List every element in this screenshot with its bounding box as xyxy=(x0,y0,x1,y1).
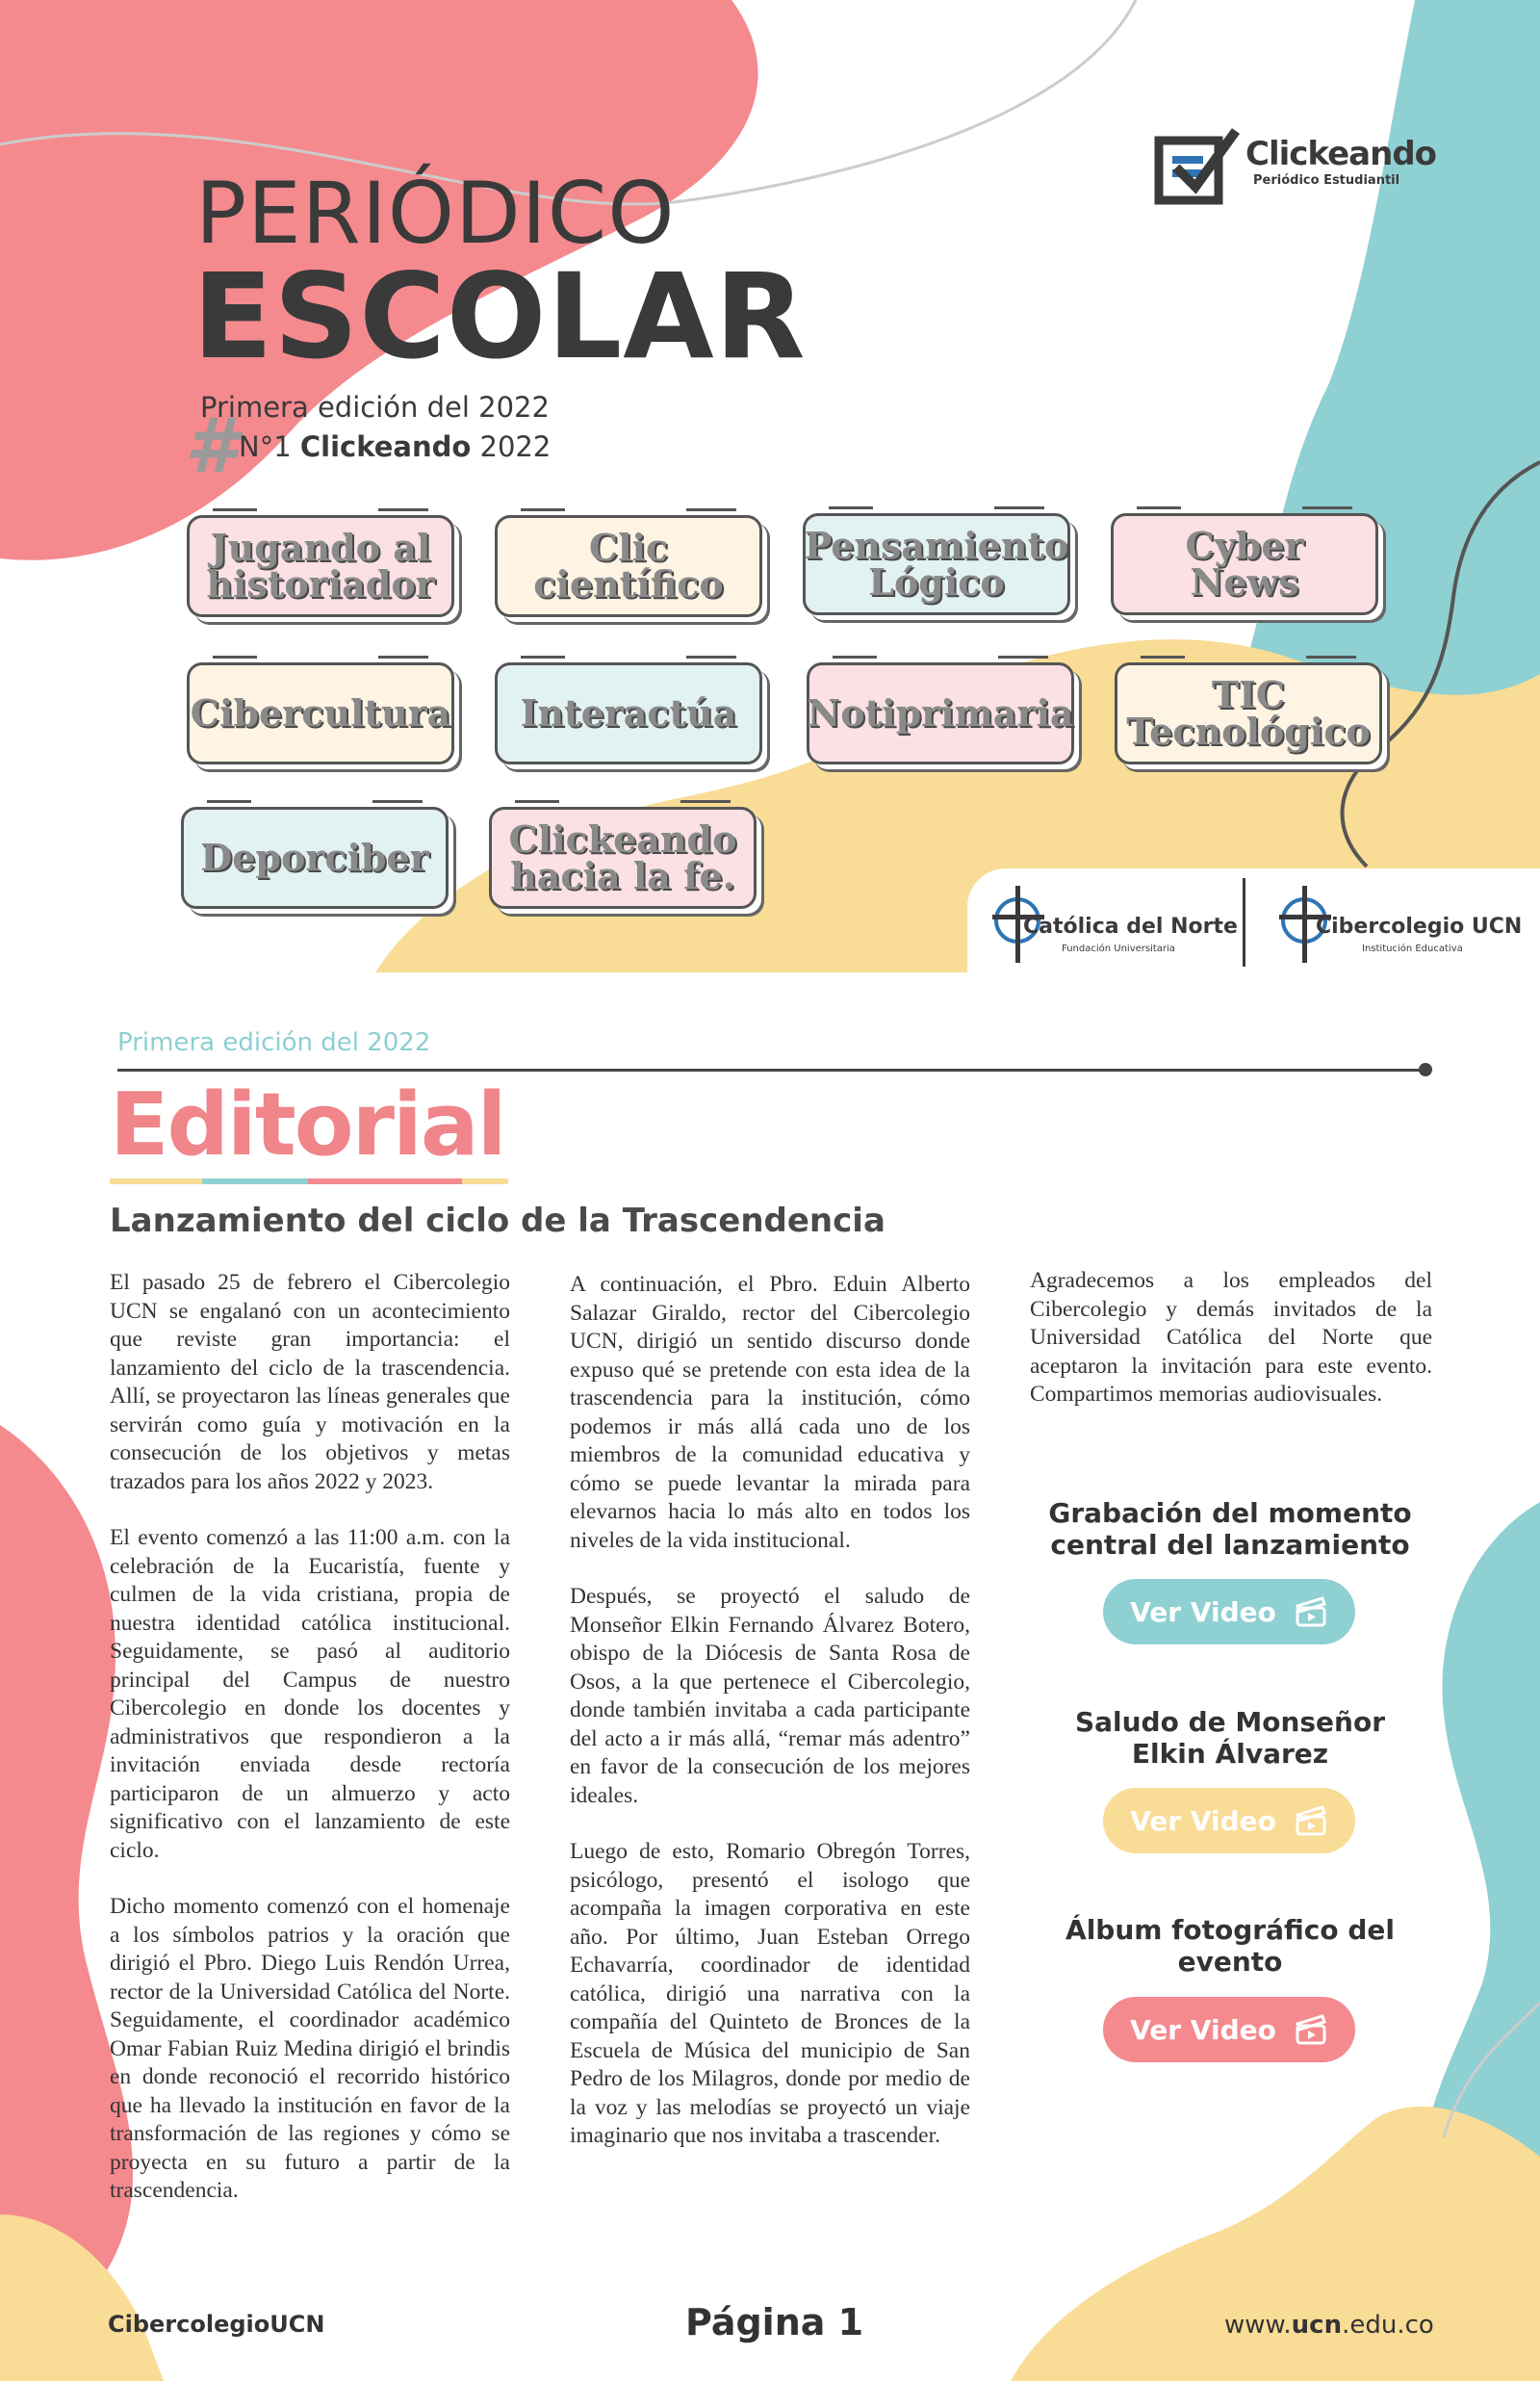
issue-label xyxy=(239,430,551,463)
button-label: Ver Video xyxy=(1130,1804,1276,1837)
footer-brand: CibercolegioUCN xyxy=(108,2311,325,2338)
section-label: Cibercultura xyxy=(190,691,451,735)
section-divider xyxy=(117,1069,1428,1072)
institution-subtitle: Institución Educativa xyxy=(1362,944,1463,954)
paragraph: Después, se proyectó el saludo de Monseñor Elkin Fernando Álvarez Botero, obispo de la Diócesis de Santa Rosa de Osos, a la que pertenece el Cibercolegio, donde también invitaba a cada participante del acto a ir más allá, “remar más adentro” en favor de la consecución de los mejores ideales. xyxy=(570,1584,970,1808)
masthead-title-line2: ESCOLAR xyxy=(192,248,807,385)
hash-symbol: # xyxy=(185,403,238,490)
section-label: Jugando al xyxy=(210,526,431,569)
institution-logos xyxy=(967,868,1540,976)
clickeando-logo xyxy=(1153,117,1437,204)
masthead-title-line1: PERIÓDICO xyxy=(195,164,676,263)
section-tile-notiprimaria[interactable] xyxy=(807,662,1074,764)
yellow-blob-bottom-right xyxy=(1011,2107,1540,2381)
section-label: historiador xyxy=(206,562,435,606)
paragraph: Dicho momento comenzó con el homenaje a los símbolos patrios y la oración que dirigió el Pbro. Diego Luis Rendón Urrea, rector de la Universidad Católica del Norte. Seguidamente, el coordinador académico Omar Fabian Ruiz Medina dirigió el brindis en donde reconoció el recorrido histórico que ha llevado la institución en favor de la transformación de las regiones y cómo se proyecta en su futuro a partir de la trascendencia. xyxy=(110,1894,510,2203)
section-tile-interactua[interactable] xyxy=(495,662,762,764)
color-underline xyxy=(110,1178,508,1184)
section-tile-deporciber[interactable] xyxy=(181,807,449,909)
paragraph: El evento comenzó a las 11:00 a.m. con la celebración de la Eucaristía, fuente y culmen de la vida cristiana, propia de nuestra identidad católica institucional. Seguidamente, se pasó al auditorio principal del Campus de nuestro Cibercolegio en donde los docentes y administrativos que respondieron a la invitación enviada desde rectoría participaron de un almuerzo y acto significativo con el lanzamiento de este ciclo. xyxy=(110,1525,510,1863)
section-label: Deporciber xyxy=(200,836,429,879)
section-tile-jugando-al-historiador[interactable] xyxy=(187,515,454,617)
paragraph: A continuación, el Pbro. Eduin Alberto Salazar Giraldo, rector del Cibercolegio UCN, dirigió un sentido discurso donde expuso qué se pretende con esta idea de la trascendencia para la institución, cómo podemos ir más allá cada uno de los miembros de la comunidad educativa y cómo se puede levantar la mirada para elevarnos hacia lo más alto en todos los niveles de la vida institucional. xyxy=(570,1272,970,1553)
footer-website-link[interactable]: www.ucn.edu.co xyxy=(1224,2311,1434,2340)
section-tile-cyber-news[interactable] xyxy=(1111,513,1378,615)
section-label: Pensamiento xyxy=(804,524,1069,567)
button-label: Ver Video xyxy=(1130,2013,1276,2046)
clapperboard-icon xyxy=(1294,1803,1328,1838)
section-tile-clickeando-hacia-la-fe[interactable] xyxy=(489,807,757,909)
divider-end-dot xyxy=(1419,1063,1432,1076)
section-label: Cyber xyxy=(1185,524,1304,567)
clapperboard-icon xyxy=(1294,2012,1328,2047)
issue-name: Clickeando xyxy=(299,430,472,463)
article-column-2 xyxy=(570,1271,970,2179)
section-label: News xyxy=(1190,560,1299,604)
section-label: Clic xyxy=(588,526,669,569)
section-label: Lógico xyxy=(868,560,1005,604)
ver-video-button-3[interactable] xyxy=(1103,1997,1355,2062)
edition-label: Primera edición del 2022 xyxy=(200,391,550,424)
section-heading: Editorial xyxy=(110,1074,505,1176)
media-heading-2: Saludo de Monseñor Elkin Álvarez xyxy=(1074,1706,1386,1770)
section-label: hacia la fe. xyxy=(510,854,735,897)
section-label: TIC xyxy=(1211,673,1286,716)
section-tile-cibercultura[interactable] xyxy=(187,662,454,764)
media-heading-3: Álbum fotográfico del evento xyxy=(1065,1914,1395,1978)
page-number: Página 1 xyxy=(685,2301,864,2343)
issue-number: N°1 xyxy=(239,430,292,463)
paragraph: Luego de esto, Romario Obregón Torres, psicólogo, presentó el isologo que acompaña la imagen corporativa en este año. Por último, Juan Esteban Orrego Echavarría, coordinador de identidad católica, dirigió una narrativa con la compañía del Quinteto de Bronces de la Escuela de Música del municipio de San Pedro de los Milagros, donde por medio de la voz y las melodías se proyectó un viaje imaginario que nos invitaba a trascender. xyxy=(570,1839,970,2148)
edition-kicker: Primera edición del 2022 xyxy=(117,1028,431,1057)
section-tile-pensamiento-logico[interactable] xyxy=(803,513,1070,615)
article-column-3 xyxy=(1030,1267,1432,1437)
logo-subtitle: Periódico Estudiantil xyxy=(1253,173,1400,188)
institution-name: Católica del Norte xyxy=(1023,915,1238,939)
section-tile-tic-tecnologico[interactable] xyxy=(1115,662,1382,764)
ver-video-button-2[interactable] xyxy=(1103,1788,1355,1853)
checkbox-logo-icon xyxy=(1153,123,1240,206)
section-label: Interactúa xyxy=(520,691,737,735)
section-label: Tecnológico xyxy=(1126,710,1371,753)
logo-divider xyxy=(1243,878,1245,967)
ver-video-button-1[interactable] xyxy=(1103,1579,1355,1644)
institution-subtitle: Fundación Universitaria xyxy=(1062,944,1175,954)
button-label: Ver Video xyxy=(1130,1595,1276,1628)
paragraph: Agradecemos a los empleados del Cibercolegio y demás invitados de la Universidad Católica del Norte que aceptaron la invitación para este evento. Compartimos memorias audiovisuales. xyxy=(1030,1268,1432,1407)
media-heading-1: Grabación del momento central del lanzamiento xyxy=(1048,1497,1412,1561)
clapperboard-icon xyxy=(1294,1594,1328,1629)
logo-name: Clickeando xyxy=(1245,135,1437,173)
article-title: Lanzamiento del ciclo de la Trascendencia xyxy=(110,1202,886,1240)
paragraph: El pasado 25 de febrero el Cibercolegio UCN se engalanó con un acontecimiento que reviste gran importancia: el lanzamiento del ciclo de la trascendencia. Allí, se proyectaron las líneas generales que servirán como guía y motivación en la consecución de los objetivos y metas trazados para los años 2022 y 2023. xyxy=(110,1270,510,1494)
section-tile-clic-cientifico[interactable] xyxy=(495,515,762,617)
issue-year: 2022 xyxy=(479,430,552,463)
section-label: Notiprimaria xyxy=(807,691,1074,735)
article-column-1 xyxy=(110,1269,510,2234)
institution-name: Cibercolegio UCN xyxy=(1316,915,1523,939)
section-label: Clickeando xyxy=(508,817,737,861)
section-label: científico xyxy=(533,562,724,606)
